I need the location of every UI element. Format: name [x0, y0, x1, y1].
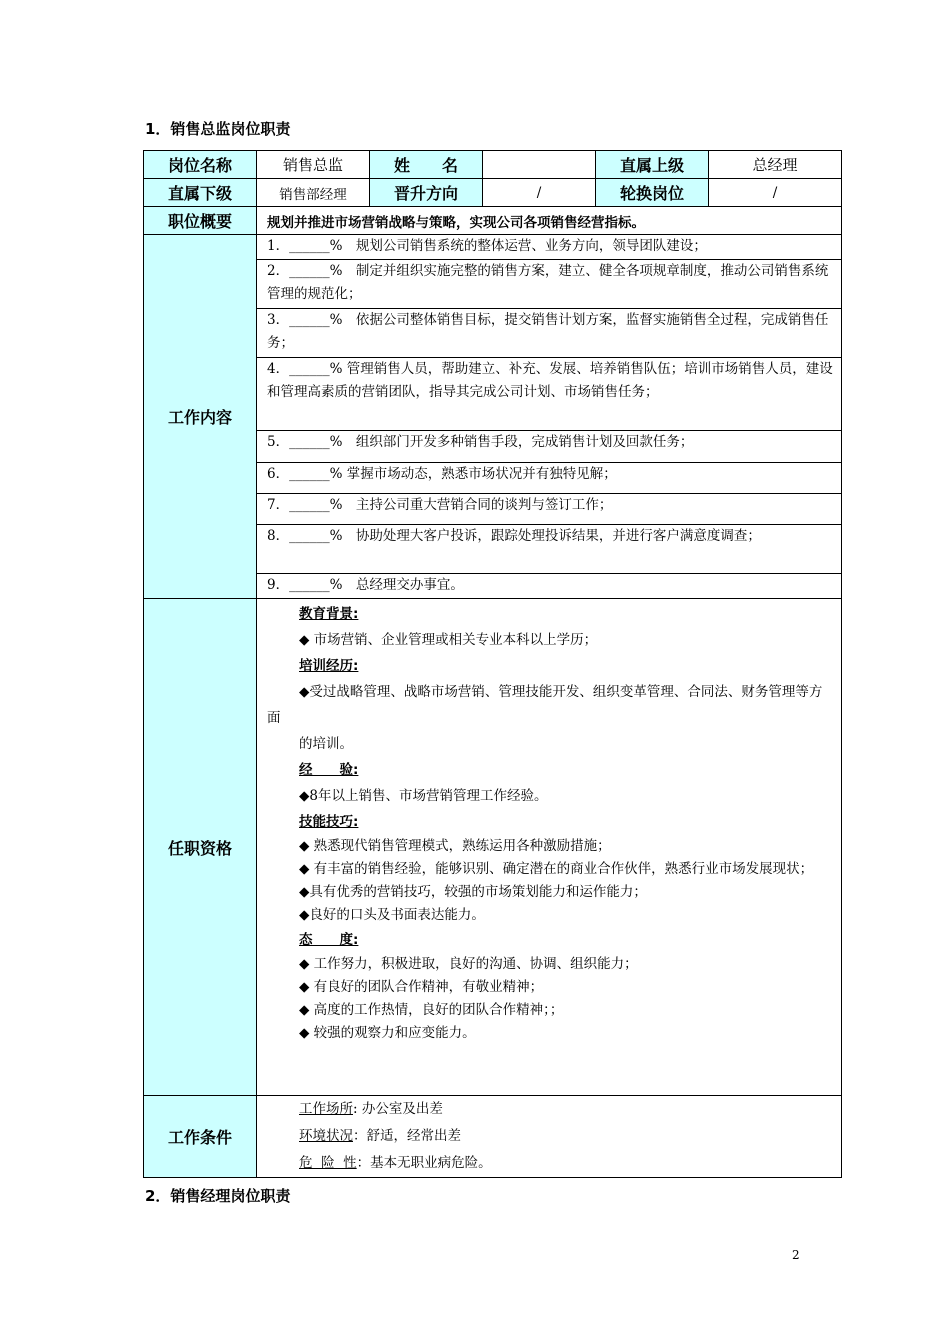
education-title: 教育背景:	[299, 606, 359, 622]
subordinate-label: 直属下级	[144, 179, 257, 207]
duty-item: 5．______% 组织部门开发多种销售手段，完成销售计划及回款任务；	[257, 431, 842, 463]
experience-item: ◆8年以上销售、市场营销管理工作经验。	[299, 788, 548, 804]
attitude-item: ◆ 较强的观察力和应变能力。	[299, 1025, 476, 1041]
skills-item: ◆ 有丰富的销售经验，能够识别、确定潜在的商业合作伙伴，熟悉行业市场发展现状；	[299, 861, 814, 877]
environment-key: 环境状况	[299, 1128, 353, 1144]
duty-item: 6．______% 掌握市场动态，熟悉市场状况并有独特见解；	[257, 463, 842, 494]
promotion-label: 晋升方向	[370, 179, 483, 207]
section-heading-1: 1．销售总监岗位职责	[145, 120, 291, 138]
duty-item: 4．______% 管理销售人员，帮助建立、补充、发展、培养销售队伍；培训市场销售人员，建设和管理高素质的营销团队，指导其完成公司计划、市场销售任务；	[257, 358, 842, 431]
risk-value: ：基本无职业病危险。	[356, 1155, 492, 1171]
workplace-line	[299, 1096, 835, 1123]
conditions-content	[257, 1096, 842, 1178]
rotation-value: /	[709, 179, 842, 207]
duty-item: 1．______% 规划公司销售系统的整体运营、业务方向，领导团队建设；	[257, 235, 842, 260]
summary-text: 规划并推进市场营销战略与策略，实现公司各项销售经营指标。	[257, 207, 842, 235]
attitude-item: ◆ 有良好的团队合作精神，有敬业精神；	[299, 979, 544, 995]
superior-value: 总经理	[709, 151, 842, 179]
job-description-table	[143, 150, 842, 1178]
duty-item: 7．______% 主持公司重大营销合同的谈判与签订工作；	[257, 494, 842, 525]
skills-item: ◆ 熟悉现代销售管理模式，熟练运用各种激励措施；	[299, 838, 611, 854]
attitude-item: ◆ 高度的工作热情，良好的团队合作精神；；	[299, 1002, 564, 1018]
summary-label: 职位概要	[144, 207, 257, 235]
qualification-content	[257, 599, 842, 1096]
name-label: 姓 名	[370, 151, 483, 179]
training-item: ◆受过战略管理、战略市场营销、管理技能开发、组织变革管理、合同法、财务管理等方面	[267, 684, 823, 726]
work-content-label: 工作内容	[144, 235, 257, 599]
duty-item: 8．______% 协助处理大客户投诉，跟踪处理投诉结果，并进行客户满意度调查；	[257, 525, 842, 574]
duty-item: 9．______% 总经理交办事宜。	[257, 574, 842, 599]
promotion-value: /	[483, 179, 596, 207]
attitude-title: 态 度:	[299, 932, 359, 948]
workplace-key: 工作场所	[299, 1101, 353, 1117]
conditions-label: 工作条件	[144, 1096, 257, 1178]
training-item-cont: 的培训。	[299, 736, 353, 752]
qualification-label: 任职资格	[144, 599, 257, 1096]
section-heading-2: 2．销售经理岗位职责	[145, 1187, 291, 1205]
rotation-label: 轮换岗位	[596, 179, 709, 207]
risk-line	[299, 1150, 835, 1177]
position-label: 岗位名称	[144, 151, 257, 179]
duty-item: 2．______% 制定并组织实施完整的销售方案，建立、健全各项规章制度，推动公司销售系统管理的规范化；	[257, 260, 842, 309]
position-value: 销售总监	[257, 151, 370, 179]
training-title: 培训经历:	[299, 658, 359, 674]
experience-title: 经 验:	[299, 762, 359, 778]
attitude-item: ◆ 工作努力，积极进取，良好的沟通、协调、组织能力；	[299, 956, 638, 972]
skills-item: ◆良好的口头及书面表达能力。	[299, 907, 485, 923]
page-number: 2	[792, 1248, 800, 1262]
duty-item: 3．______% 依据公司整体销售目标，提交销售计划方案，监督实施销售全过程，完成销售任务；	[257, 309, 842, 358]
superior-label: 直属上级	[596, 151, 709, 179]
environment-line	[299, 1123, 835, 1150]
skills-title: 技能技巧:	[299, 814, 359, 830]
subordinate-value: 销售部经理	[257, 179, 370, 207]
environment-value: ：舒适，经常出差	[353, 1128, 461, 1144]
skills-item: ◆具有优秀的营销技巧，较强的市场策划能力和运作能力；	[299, 884, 647, 900]
workplace-value: : 办公室及出差	[353, 1101, 443, 1117]
education-item: ◆ 市场营销、企业管理或相关专业本科以上学历；	[299, 632, 598, 648]
name-value	[483, 151, 596, 179]
risk-key: 危 险 性	[299, 1155, 357, 1171]
